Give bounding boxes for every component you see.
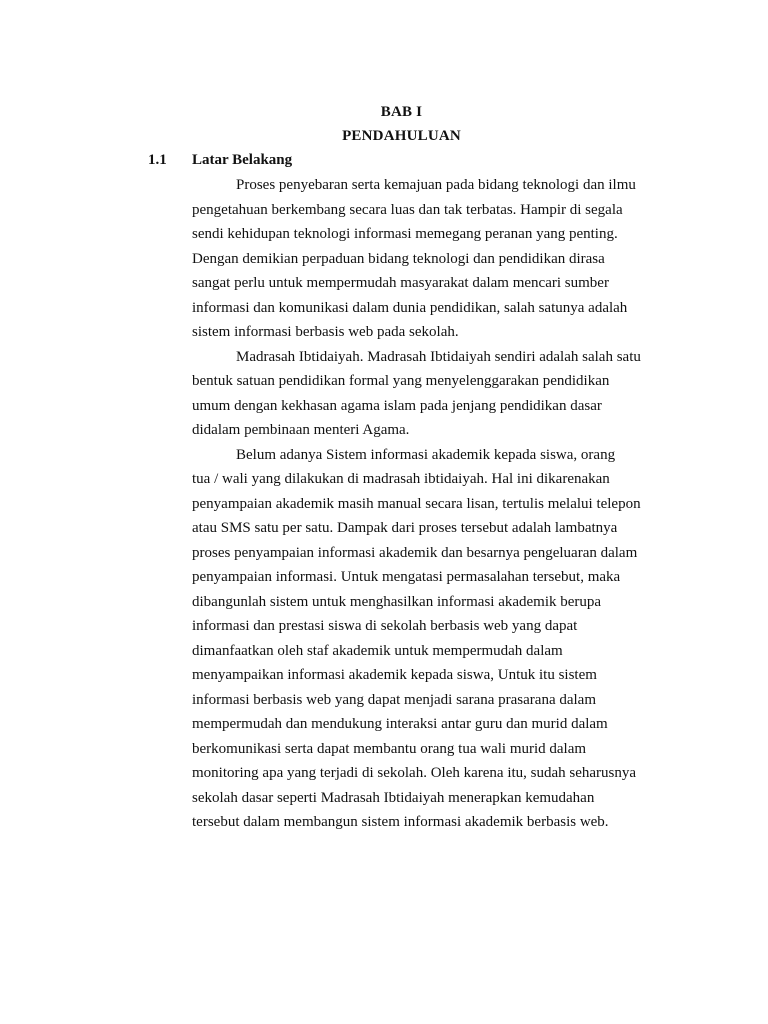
text-line: umum dengan kekhasan agama islam pada jenjang pendidikan dasar (192, 397, 602, 414)
section-number: 1.1 (148, 152, 167, 168)
text-line: tua / wali yang dilakukan di madrasah ibtidaiyah. Hal ini dikarenakan (192, 471, 610, 487)
section-title: Latar Belakang (192, 152, 293, 168)
text-line: menyampaikan informasi akademik kepada siswa, Untuk itu sistem (192, 667, 597, 683)
text-line: dibangunlah sistem untuk menghasilkan informasi akademik berupa (192, 593, 602, 610)
text-line: sistem informasi berbasis web pada sekolah. (192, 324, 459, 340)
text-line: dimanfaatkan oleh staf akademik untuk mempermudah dalam (192, 642, 563, 659)
text-line: informasi berbasis web yang dapat menjadi sarana prasarana dalam (192, 691, 597, 708)
text-line: sekolah dasar seperti Madrasah Ibtidaiyah menerapkan kemudahan (192, 789, 595, 806)
text-line: Dengan demikian perpaduan bidang teknologi dan pendidikan dirasa (192, 250, 605, 267)
text-line: Madrasah Ibtidaiyah. Madrasah Ibtidaiyah sendiri adalah salah satu (236, 348, 641, 365)
text-line: tersebut dalam membangun sistem informasi akademik berbasis web. (192, 814, 609, 830)
text-line: atau SMS satu per satu. Dampak dari proses tersebut adalah lambatnya (192, 520, 618, 536)
text-line: proses penyampaian informasi akademik dan besarnya pengeluaran dalam (192, 544, 638, 561)
text-line: penyampaian informasi. Untuk mengatasi permasalahan tersebut, maka (192, 569, 621, 585)
text-line: monitoring apa yang terjadi di sekolah. Oleh karena itu, sudah seharusnya (192, 765, 637, 781)
text-line: didalam pembinaan menteri Agama. (192, 422, 410, 438)
text-line: Belum adanya Sistem informasi akademik kepada siswa, orang (236, 446, 616, 463)
text-line: Proses penyebaran serta kemajuan pada bidang teknologi dan ilmu (236, 177, 636, 193)
chapter-title: PENDAHULUAN (342, 128, 461, 144)
text-line: pengetahuan berkembang secara luas dan tak terbatas. Hampir di segala (192, 201, 623, 218)
text-line: bentuk satuan pendidikan formal yang menyelenggarakan pendidikan (192, 373, 610, 389)
text-line: berkomunikasi serta dapat membantu orang tua wali murid dalam (192, 740, 587, 757)
text-line: informasi dan komunikasi dalam dunia pendidikan, salah satunya adalah (192, 299, 628, 316)
text-line: informasi dan prestasi siswa di sekolah berbasis web yang dapat (192, 618, 578, 634)
text-line: penyampaian akademik masih manual secara lisan, tertulis melalui telepon (192, 495, 641, 512)
text-line: sangat perlu untuk mempermudah masyarakat dalam mencari sumber (192, 275, 609, 291)
text-line: sendi kehidupan teknologi informasi memegang peranan yang penting. (192, 226, 618, 242)
chapter-number: BAB I (380, 104, 423, 120)
body-text (192, 173, 672, 835)
text-line: mempermudah dan mendukung interaksi antar guru dan murid dalam (192, 716, 608, 732)
